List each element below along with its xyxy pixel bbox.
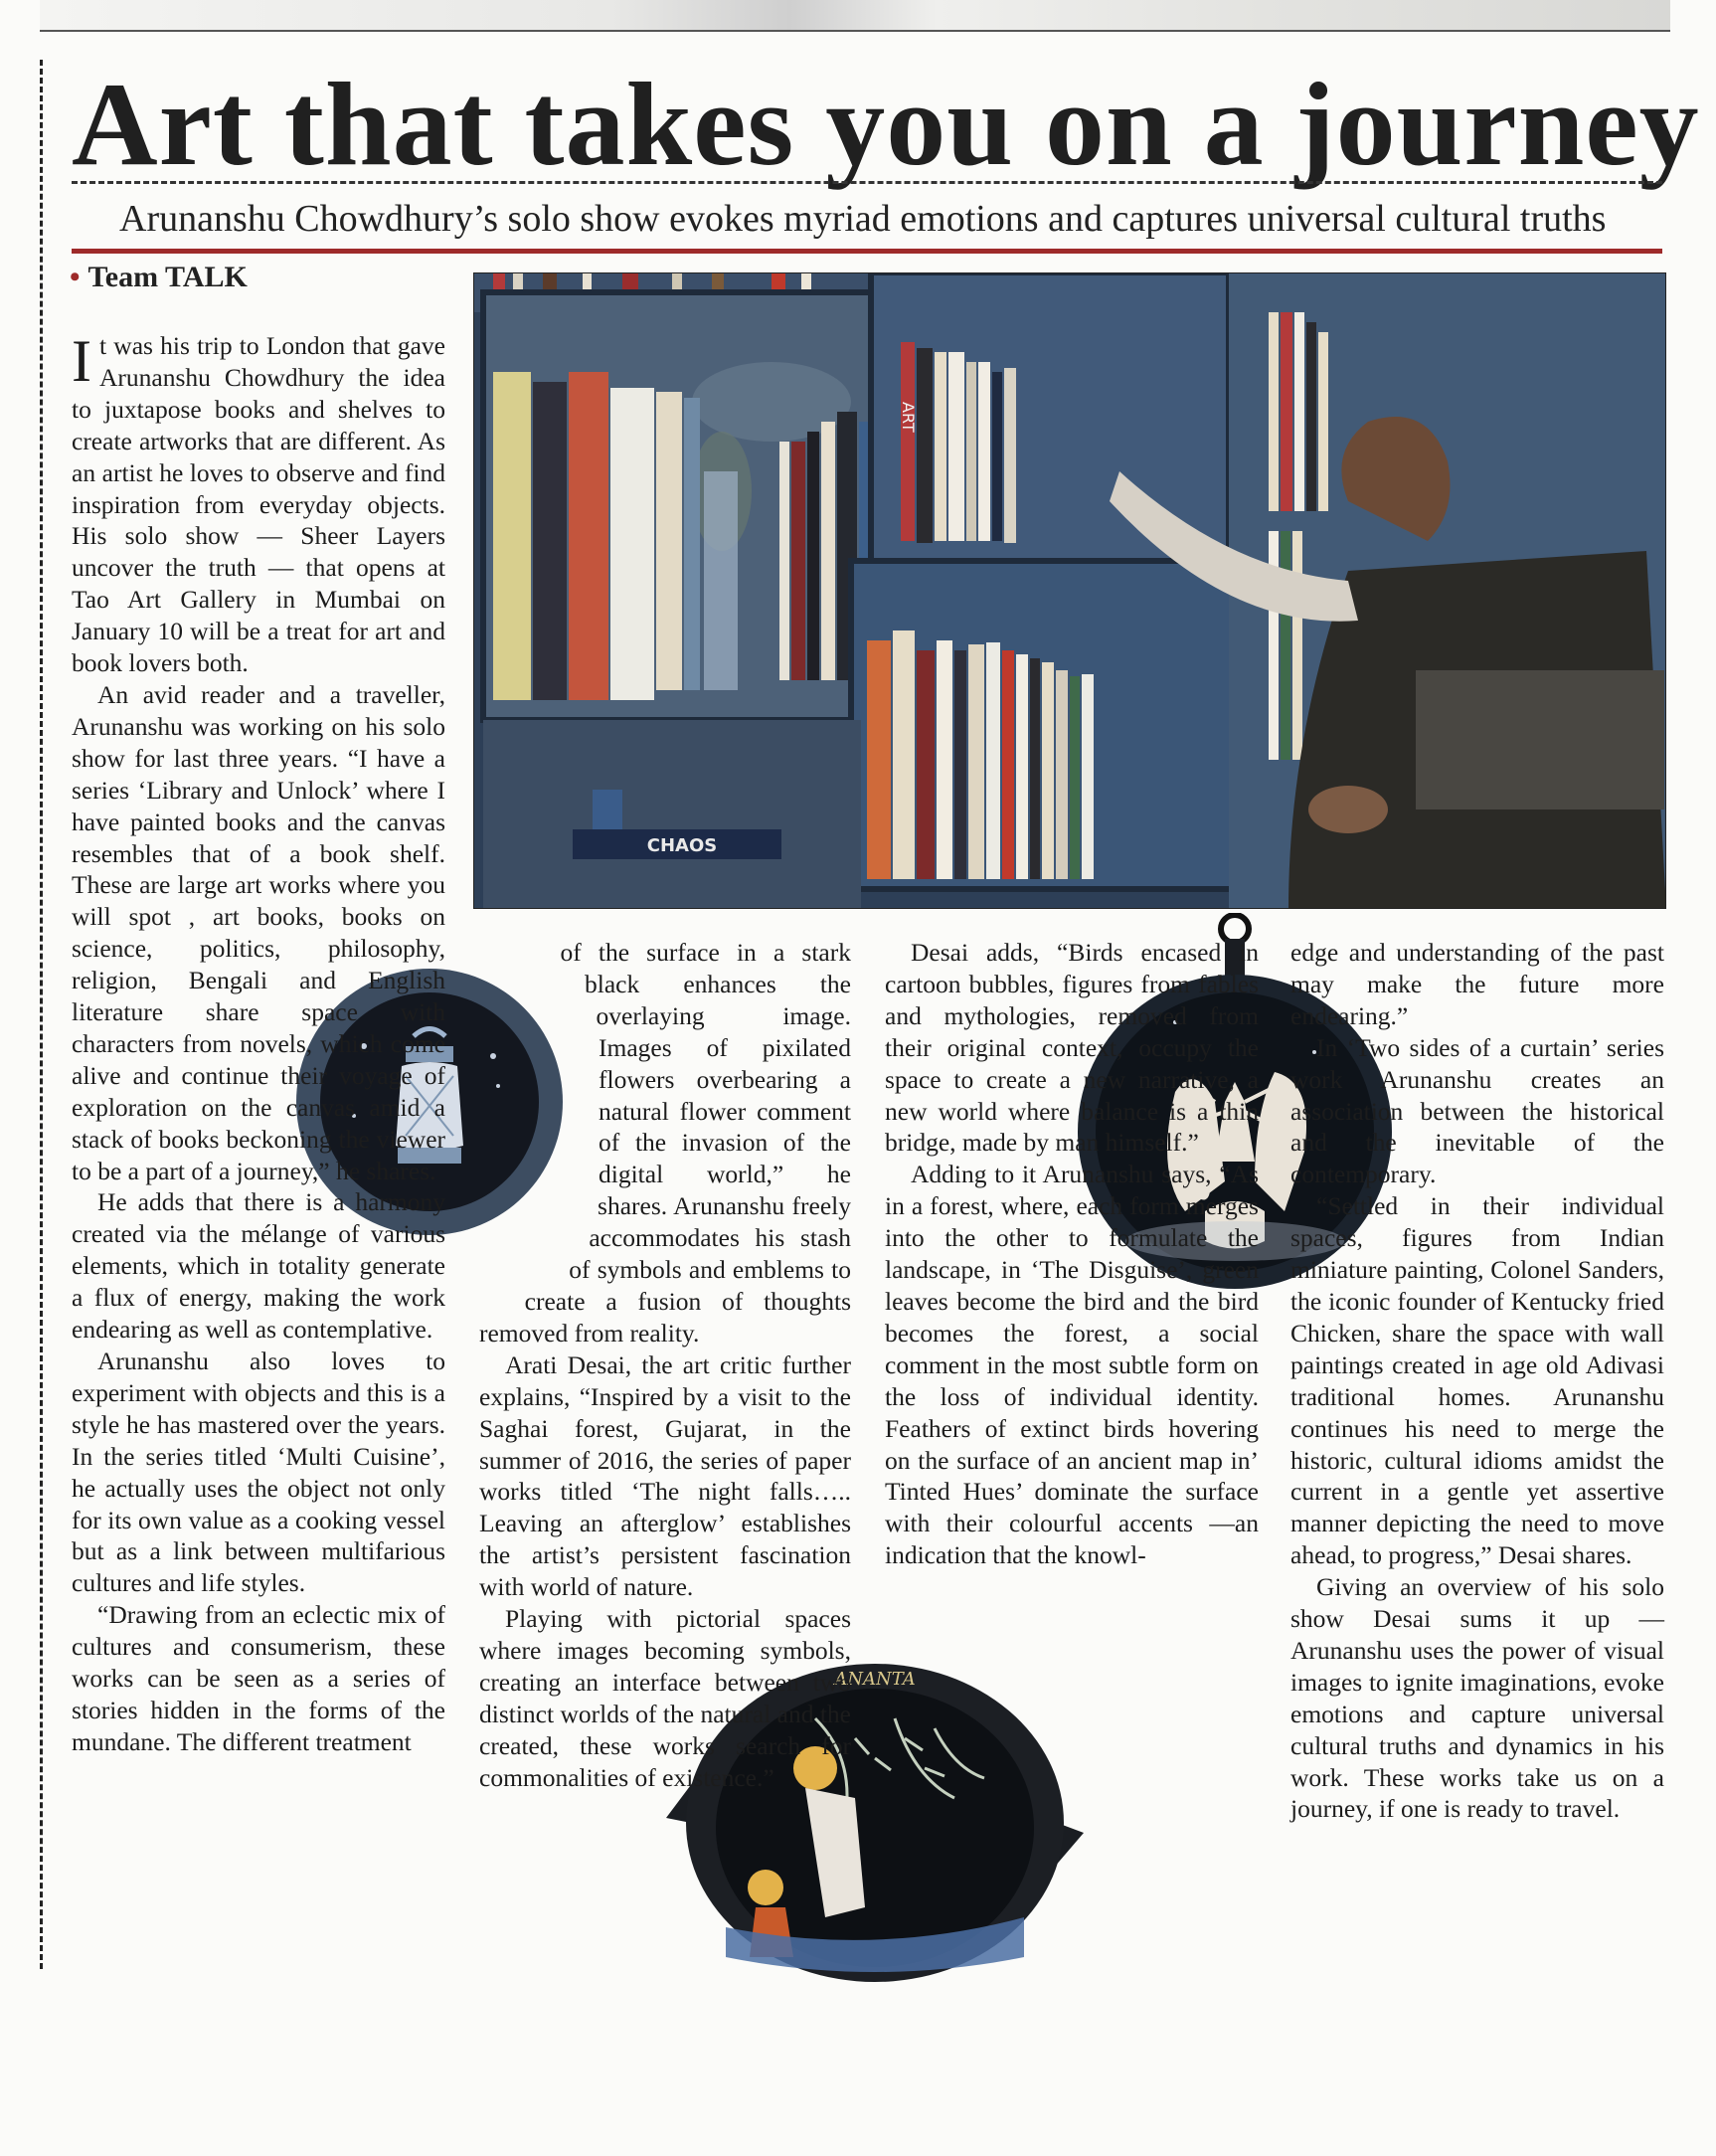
- paragraph-text: t was his trip to London that gave Arunanshu Chowdhury the idea to juxtapose books and shelves to create artworks that are different. As an artist he loves to observe and find inspiration from everyday objects. His solo show — Sheer Layers uncover the truth — that opens at Tao Art Gallery in Mumbai on January 10 will be a treat for art and book lovers both.: [72, 331, 445, 678]
- article-column-4: [1290, 937, 1664, 1825]
- artist-painting-photo: [473, 272, 1666, 909]
- article-column-2: [479, 937, 851, 1793]
- cut-line: [40, 60, 43, 1969]
- paragraph: “Settled in their individual spaces, figures from Indian miniature painting, Colonel Sanders, the iconic founder of Kentucky fried Chicken, share the space with wall paintings created in age old Adivasi traditional homes. Arunanshu continues his need to merge the historic, cultural idioms amidst the current in a gentle yet assertive manner depicting the need to move ahead, to progress,” Desai shares.: [1290, 1191, 1664, 1570]
- paragraph: of the surface in a stark black enhances the overlaying image. Images of pixilated flowers overbearing a natural flower comment of the invasion of the digital world,” he shares. Arunanshu freely accommodates his stash of symbols and emblems to create a fusion of thoughts removed from reality.: [479, 938, 851, 1348]
- paragraph: Desai adds, “Birds encased in cartoon bubbles, figures from fables and mythologies, removed from their original context, occupy the space to create a new narrative, a new world where balance is a thin bridge, made by man himself.”: [885, 938, 1259, 1158]
- paragraph: [72, 679, 445, 1187]
- byline-text: Team TALK: [87, 261, 248, 293]
- paragraph-text: An avid reader and a traveller, Arunanshu was working on his solo show for last three years. “I have a series ‘Library and Unlock’ where I have painted books and the canvas resembles that of a book shelf. These are large art works where you will spot , art books, books on science, politics, philosophy, religion, Bengali and English literature share space with characters from novels, which come alive and continue their voyage of exploration on the canvas amid a stack of books beckoning the viewer to be a part of a journey,” he shares.: [72, 679, 445, 1185]
- paragraph: “Drawing from an eclectic mix of cultures and consumerism, these works can be seen as a series of stories hidden in the forms of the mundane. The different treatment: [72, 1600, 445, 1756]
- bullet-icon: •: [70, 261, 81, 293]
- article-column-3: [885, 937, 1259, 1571]
- drop-cap: I: [72, 328, 91, 394]
- paragraph: Arati Desai, the art critic further explains, “Inspired by a visit to the Saghai forest, Gujarat, in the summer of 2016, the series of paper works titled ‘The night falls….. Leaving an afterglow’ establishes the artist’s persistent fascination with world of nature.: [479, 1349, 851, 1602]
- paragraph: In ‘Two sides of a curtain’ series work Arunanshu creates an association between the historical and the inevitable of the contemporary.: [1290, 1032, 1664, 1189]
- wrap-spacer: [479, 937, 599, 1295]
- paragraph: Arunanshu also loves to experiment with objects and this is a style he has mastered over the years. In the series titled ‘Multi Cuisine’, he actually uses the object not only for its own value as a cooking vessel but as a link between multifarious cultures and life styles.: [72, 1347, 445, 1598]
- plate-rim-text: ANANTA: [834, 1669, 916, 1690]
- headline-divider: [72, 181, 1662, 184]
- paragraph: Giving an overview of his solo show Desai sums it up — Arunanshu uses the power of visual images to ignite imaginations, evoke emotions and capture universal cultural truths and dynamics in his work. These works take us on a journey, if one is ready to travel.: [1290, 1572, 1664, 1824]
- paragraph: Adding to it Arunanshu says, “As in a forest, where, each form merges into the other to formulate the landscape, in ‘The Disguise’, green leaves become the bird and the bird becomes the forest, a social comment in the most subtle form on the loss of individual identity. Feathers of extinct birds hovering on the surface of an ancient map in’ Tinted Hues’ dominate the surface with their colourful accents —an indication that the knowl-: [885, 1160, 1259, 1570]
- chaos-book-label: CHAOS: [646, 835, 718, 856]
- article-column-1: [72, 330, 445, 1758]
- paragraph: edge and understanding of the past may make the future more endearing.”: [1290, 938, 1664, 1030]
- paragraph: [72, 330, 445, 679]
- top-rule: [40, 30, 1670, 32]
- headline: Art that takes you on a journey: [72, 58, 1700, 190]
- deck: Arunanshu Chowdhury’s solo show evokes myriad emotions and captures universal cultural truths: [119, 198, 1607, 240]
- paragraph: Playing with pictorial spaces where images becoming symbols, creating an interface between two distinct worlds of the natural and the created, these works search for commonalities of existence.”: [479, 1604, 851, 1792]
- previous-page-strip: [40, 0, 1670, 30]
- art-book-label: ART: [899, 402, 918, 433]
- red-divider: [72, 249, 1662, 254]
- byline: [70, 261, 248, 294]
- paragraph: He adds that there is a harmony created via the mélange of various elements, which in totality generate a flux of energy, making the work endearing as well as contemplative.: [72, 1187, 445, 1345]
